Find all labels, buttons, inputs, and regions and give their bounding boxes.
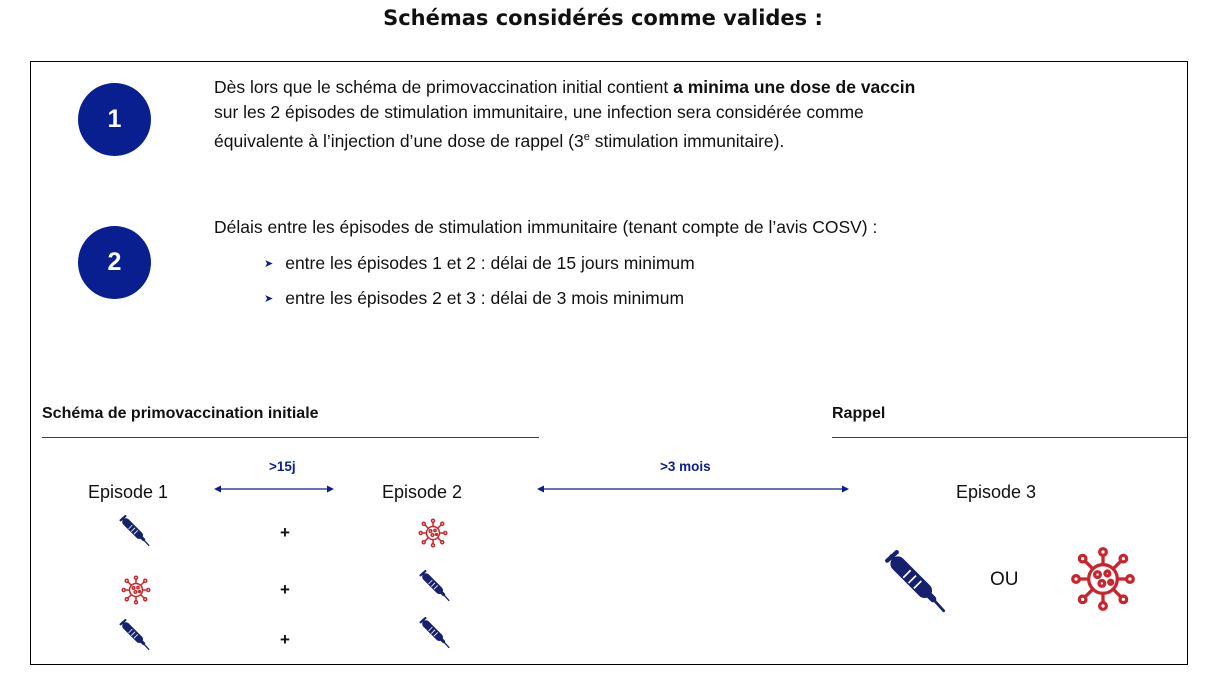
primo-divider bbox=[42, 437, 539, 438]
primo-section-label: Schéma de primovaccination initiale bbox=[42, 405, 319, 422]
delay-2-3-label: >3 mois bbox=[660, 459, 711, 474]
bullet-text: entre les épisodes 1 et 2 : délai de 15 jours minimum bbox=[285, 253, 695, 273]
rappel-divider bbox=[832, 437, 1187, 438]
syringe-icon bbox=[884, 550, 948, 614]
rule-1-line-3 bbox=[214, 125, 784, 154]
rule-2-badge: 2 bbox=[78, 226, 151, 299]
virus-icon bbox=[418, 518, 448, 548]
rule-1-line-2: sur les 2 épisodes de stimulation immunitaire, une infection sera considérée comme bbox=[214, 102, 864, 122]
plus-sign: + bbox=[280, 523, 290, 542]
rule-1-line-1 bbox=[214, 75, 915, 100]
rule-1-text: Dès lors que le schéma de primovaccination initial contient bbox=[214, 77, 674, 97]
episode-2-label: Episode 2 bbox=[382, 482, 463, 502]
virus-icon bbox=[1070, 546, 1136, 612]
or-label: OU bbox=[990, 569, 1019, 590]
rule-2-bullet-1 bbox=[264, 253, 695, 274]
rule-1-line-3-end: stimulation immunitaire). bbox=[589, 130, 785, 151]
plus-sign: + bbox=[280, 580, 290, 599]
delay-1-2-label: >15j bbox=[269, 459, 296, 474]
rule-1-badge: 1 bbox=[78, 83, 151, 156]
episode-3-label: Episode 3 bbox=[956, 482, 1037, 502]
delay-2-3-arrow bbox=[537, 484, 849, 494]
bullet-arrow-icon: ➤ bbox=[264, 258, 274, 270]
rule-1-line-3-text: équivalente à l’injection d’une dose de rappel (3 bbox=[214, 130, 584, 151]
rule-2-intro: Délais entre les épisodes de stimulation immunitaire (tenant compte de l’avis COSV) : bbox=[214, 217, 878, 237]
rule-2-bullet-2 bbox=[264, 288, 684, 309]
superscript: e bbox=[583, 131, 590, 143]
virus-icon bbox=[121, 575, 151, 605]
delay-1-2-arrow bbox=[214, 484, 334, 494]
episode-1-label: Episode 1 bbox=[88, 482, 169, 502]
bullet-text: entre les épisodes 2 et 3 : délai de 3 mois minimum bbox=[285, 288, 685, 308]
rappel-section-label: Rappel bbox=[832, 405, 886, 422]
page-title: Schémas considérés comme valides : bbox=[383, 6, 823, 30]
syringe-icon bbox=[119, 515, 151, 547]
syringe-icon bbox=[419, 570, 451, 602]
bullet-arrow-icon: ➤ bbox=[264, 293, 274, 305]
plus-sign: + bbox=[280, 630, 290, 649]
syringe-icon bbox=[119, 619, 151, 651]
syringe-icon bbox=[419, 617, 451, 649]
rule-1-bold-text: a minima une dose de vaccin bbox=[673, 77, 916, 97]
